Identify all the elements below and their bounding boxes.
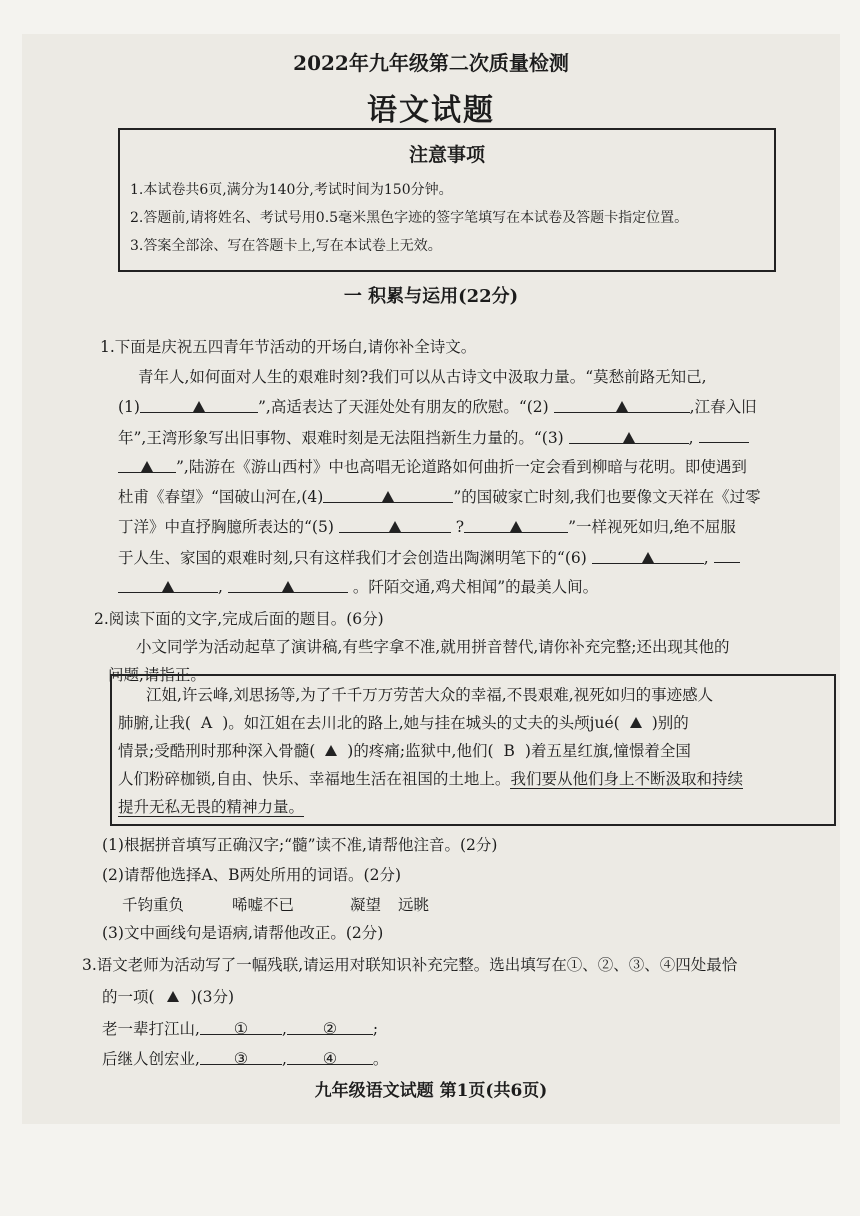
draft-text: )别的 <box>651 714 689 732</box>
q2-sub1: (1)根据拼音填写正确汉字;“髓”读不准,请帮他注音。(2分) <box>102 836 498 854</box>
q2-stem: 2.阅读下面的文字,完成后面的题目。(6分) <box>94 610 384 628</box>
triangle-icon <box>282 581 294 592</box>
q3-stem: 3.语文老师为活动写了一幅残联,请运用对联知识补充完整。选出填写在①、②、③、④四处最恰 <box>82 956 738 974</box>
draft-line <box>118 768 743 790</box>
draft-text: 人们粉碎枷锁,自由、快乐、幸福地生活在祖国的土地上。 <box>118 770 511 788</box>
triangle-icon <box>642 552 654 563</box>
underlined-sentence: 我们要从他们身上不断汲取和持续 <box>510 770 743 788</box>
couplet-text: 。 <box>372 1050 389 1068</box>
pinyin: jué <box>589 714 614 732</box>
q2-intro: 问题,请指正。 <box>108 666 206 684</box>
word-option: 唏嘘不已 <box>232 896 295 914</box>
q2-sub2: (2)请帮他选择A、B两处所用的词语。(2分) <box>102 866 401 884</box>
draft-line <box>118 712 689 734</box>
q1-text: ,江春入旧 <box>689 398 757 416</box>
q1-line <box>118 576 598 598</box>
draft-text: 情景;受酷刑时那种深入骨髓( <box>118 742 316 760</box>
q1-text: 杜甫《春望》“国破山河在,(4) <box>118 488 324 506</box>
q2-sub3: (3)文中画线句是语病,请帮他改正。(2分) <box>102 924 384 942</box>
triangle-icon <box>382 491 394 502</box>
q1-line <box>118 396 757 418</box>
exam-page <box>22 34 840 1124</box>
q1-line <box>118 546 740 569</box>
page-footer: 九年级语文试题 第1页(共6页) <box>314 1081 548 1101</box>
word-option: 远眺 <box>398 896 430 914</box>
couplet-text: 后继人创宏业, <box>102 1050 200 1068</box>
mark-b: B <box>503 742 515 760</box>
speech-draft-box <box>110 674 836 826</box>
q1-text: 年”,王湾形象写出旧事物、艰难时刻是无法阻挡新生力量的。“(3) <box>118 429 564 447</box>
q1-text: 丁洋》中直抒胸臆所表达的“(5) <box>118 518 334 536</box>
subject-title: 语文试题 <box>367 93 495 128</box>
mark-a: A <box>200 714 213 732</box>
notice-box <box>118 128 776 272</box>
section-title: 一 积累与运用(22分) <box>343 286 519 307</box>
q1-line <box>118 486 761 508</box>
q1-text: , <box>703 549 709 567</box>
couplet-text: ; <box>372 1020 379 1038</box>
q3-text: )(3分) <box>190 988 235 1006</box>
couplet-blank: ③ <box>200 1048 282 1065</box>
answer-blank <box>118 576 218 593</box>
q3-stem <box>102 986 234 1008</box>
draft-text: )的疼痛;监狱中,他们( <box>347 742 494 760</box>
couplet-line <box>102 1018 378 1040</box>
triangle-icon <box>623 432 635 443</box>
q1-text: , <box>218 578 223 596</box>
couplet-line <box>102 1048 388 1070</box>
q1-text: (1) <box>118 398 140 416</box>
couplet-text: 老一辈打江山, <box>102 1020 200 1038</box>
answer-blank <box>118 456 176 473</box>
triangle-icon <box>325 745 337 756</box>
draft-line <box>118 740 691 762</box>
notice-item: 3.答案全部涂、写在答题卡上,写在本试卷上无效。 <box>130 238 442 254</box>
couplet-text: , <box>281 1020 287 1038</box>
notice-item: 2.答题前,请将姓名、考试号用0.5毫米黑色字迹的签字笔填写在本试卷及答题卡指定位置。 <box>130 210 689 226</box>
q2-intro: 小文同学为活动起草了演讲稿,有些字拿不准,就用拼音替代,请你补充完整;还出现其他的 <box>136 638 730 656</box>
triangle-icon <box>193 401 205 412</box>
triangle-icon <box>162 581 174 592</box>
couplet-blank: ① <box>200 1018 282 1035</box>
draft-text: 肺腑,让我( <box>118 714 191 732</box>
triangle-icon <box>510 521 522 532</box>
answer-blank <box>339 516 451 533</box>
answer-blank <box>140 396 258 413</box>
word-option: 凝望 <box>350 896 382 914</box>
answer-blank <box>228 576 348 593</box>
couplet-text: , <box>281 1050 287 1068</box>
q1-line <box>118 456 747 478</box>
q1-text: ”,陆游在《游山西村》中也高唱无论道路如何曲折一定会看到柳暗与花明。即使遇到 <box>176 458 747 476</box>
draft-text: )着五星红旗,憧憬着全国 <box>524 742 691 760</box>
q1-text: 。阡陌交通,鸡犬相闻”的最美人间。 <box>352 578 599 596</box>
answer-blank <box>592 547 704 564</box>
q1-text: 于人生、家国的艰难时刻,只有这样我们才会创造出陶渊明笔下的“(6) <box>118 549 587 567</box>
draft-text: ( <box>613 714 620 732</box>
word-option: 千钧重负 <box>122 896 185 914</box>
notice-title: 注意事项 <box>408 144 485 166</box>
couplet-blank: ② <box>287 1018 373 1035</box>
triangle-icon <box>141 461 153 472</box>
answer-blank <box>554 396 690 413</box>
triangle-icon <box>616 401 628 412</box>
q1-text: , <box>688 429 694 447</box>
draft-line <box>118 796 304 818</box>
q1-text: ”的国破家亡时刻,我们也要像文天祥在《过零 <box>453 488 761 506</box>
triangle-icon <box>167 991 179 1002</box>
draft-line: 江姐,许云峰,刘思扬等,为了千千万万劳苦大众的幸福,不畏艰难,视死如归的事迹感人 <box>146 686 714 704</box>
q1-text: ”,高适表达了天涯处处有朋友的欣慰。“(2) <box>257 398 549 416</box>
answer-blank <box>464 516 568 533</box>
underlined-sentence: 提升无私无畏的精神力量。 <box>118 798 305 816</box>
triangle-icon <box>389 521 401 532</box>
triangle-icon <box>630 717 642 728</box>
notice-item: 1.本试卷共6页,满分为140分,考试时间为150分钟。 <box>130 182 453 198</box>
exam-title: 2022年九年级第二次质量检测 <box>293 51 569 75</box>
couplet-blank: ④ <box>287 1048 373 1065</box>
answer-blank <box>569 427 689 444</box>
q1-line <box>118 426 749 449</box>
answer-blank <box>699 426 749 443</box>
draft-text: )。如江姐在去川北的路上,她与挂在城头的丈夫的头颅 <box>222 714 590 732</box>
answer-blank <box>323 486 453 503</box>
q1-line <box>118 516 736 538</box>
q1-text: ”一样视死如归,绝不屈服 <box>568 518 736 536</box>
q3-text: 的一项( <box>102 988 155 1006</box>
q1-text: ? <box>455 518 465 536</box>
q1-line: 青年人,如何面对人生的艰难时刻?我们可以从古诗文中汲取力量。“莫愁前路无知己, <box>138 368 707 386</box>
q1-stem: 1.下面是庆祝五四青年节活动的开场白,请你补全诗文。 <box>100 338 477 356</box>
answer-blank <box>714 546 740 563</box>
